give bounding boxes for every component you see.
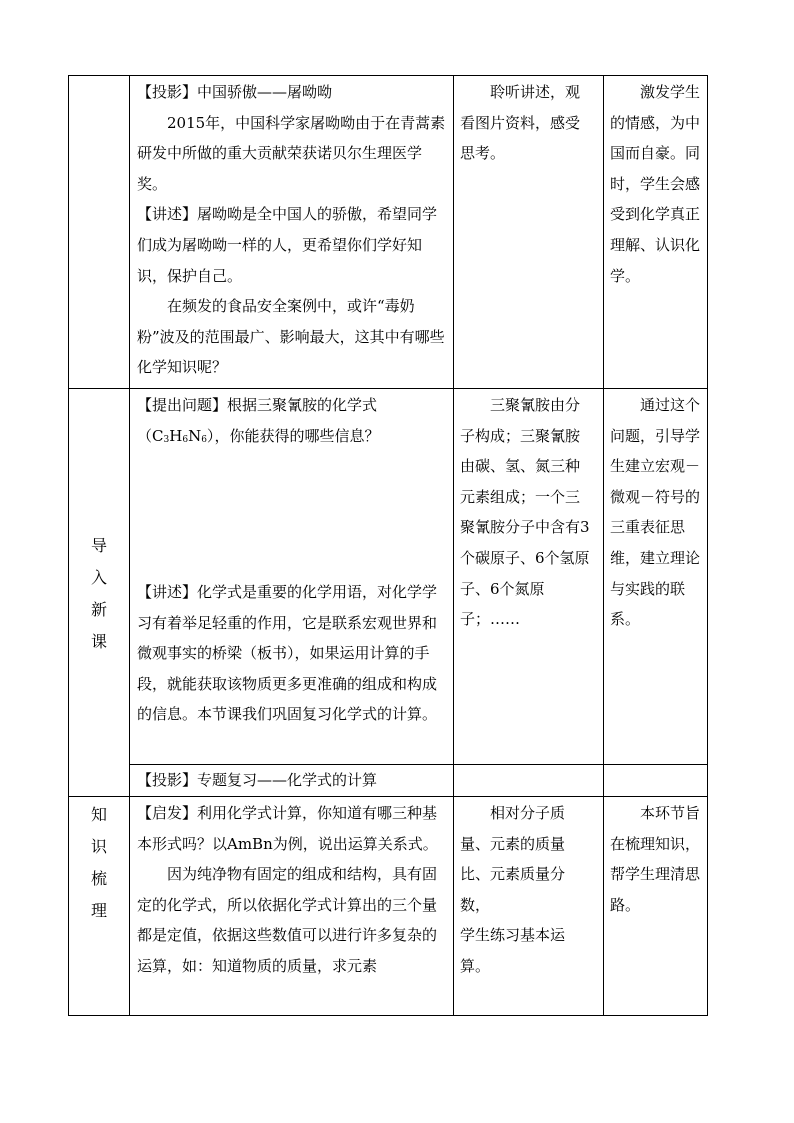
teacher-paragraph: 在频发的食品安全案例中，或许“毒奶粉”波及的范围最广、影响最大，这其中有哪些化学知识呢？ xyxy=(137,297,445,377)
student-activity-cell: 相对分子质量、元素的质量比、元素质量分数， 学生练习基本运算。 xyxy=(460,804,566,975)
teacher-paragraph: 【投影】中国骄傲——屠呦呦 xyxy=(137,83,333,101)
activity-tag: 【讲述】 xyxy=(137,583,198,601)
teacher-paragraph: 【启发】利用化学式计算，你知道有哪三种基本形式吗？以AmBn为例，说出运算关系式。 xyxy=(137,804,438,853)
teacher-paragraph: 因为纯净物有固定的组成和结构，具有固定的化学式，所以依据化学式计算出的三个量都是定值，依据这些数值可以进行许多复杂的运算，如：知道物质的质量，求元素 xyxy=(137,865,438,975)
table-col-divider xyxy=(129,75,130,1016)
teacher-activity-cell xyxy=(137,798,449,982)
teacher-activity-cell xyxy=(137,577,449,730)
student-activity-cell: 三聚氰胺由分子构成；三聚氰胺由碳、氢、氮三种元素组成；一个三聚氰胺分子中含有3个碳原子、6个氢原子、6个氮原子；…… xyxy=(460,396,590,629)
chemical-formula: （C3H6N6） xyxy=(137,426,215,445)
stage-label: 导 入 新 课 xyxy=(90,536,107,651)
teacher-activity-cell xyxy=(137,77,449,383)
table-border-bottom xyxy=(68,1015,708,1016)
table-border-right xyxy=(707,75,708,1016)
stage-label: 知 识 梳 理 xyxy=(90,805,107,920)
activity-tag: 【提出问题】 xyxy=(137,396,228,414)
teacher-paragraph: 【讲述】屠呦呦是全中国人的骄傲，希望同学们成为屠呦呦一样的人，更希望你们学好知识，保护自己。 xyxy=(137,205,438,285)
table-col-divider xyxy=(453,75,454,1016)
lesson-plan-table xyxy=(68,75,708,1016)
teacher-activity-cell xyxy=(137,390,449,455)
activity-tag: 【投影】 xyxy=(137,83,198,101)
teacher-paragraph: 【讲述】化学式是重要的化学用语，对化学学习有着举足轻重的作用，它是联系宏观世界和微观事实的桥梁（板书），如果运用计算的手段，就能获取该物质更多更准确的组成和构成的信息。本节课我们巩固复习化学式的计算。 xyxy=(137,583,438,724)
table-border-top xyxy=(68,75,708,76)
design-intent-cell: 通过这个问题，引导学生建立宏观－微观－符号的三重表征思维，建立理论与实践的联系。 xyxy=(610,396,701,629)
table-row-divider xyxy=(68,388,708,389)
student-activity-cell: 聆听讲述，观看图片资料，感受思考。 xyxy=(460,83,581,163)
activity-tag: 【讲述】 xyxy=(137,205,198,224)
table-col-divider xyxy=(603,75,604,1016)
design-intent-cell: 激发学生的情感，为中国而自豪。同时，学生会感受到化学真正理解、认识化学。 xyxy=(610,83,701,285)
table-row-divider xyxy=(68,796,708,797)
teacher-activity-cell: 【投影】专题复习——化学式的计算 xyxy=(137,771,378,789)
teacher-paragraph: 2015年，中国科学家屠呦呦由于在青蒿素研发中所做的重大贡献荣获诺贝尔生理医学奖。 xyxy=(137,113,446,193)
design-intent-cell: 本环节旨在梳理知识，帮学生理清思路。 xyxy=(610,804,701,914)
activity-tag: 【投影】 xyxy=(137,771,198,789)
activity-tag: 【启发】 xyxy=(137,804,198,822)
teacher-question: 【提出问题】根据三聚氰胺的化学式（C3H6N6），你能获得的哪些信息？ xyxy=(137,396,380,445)
